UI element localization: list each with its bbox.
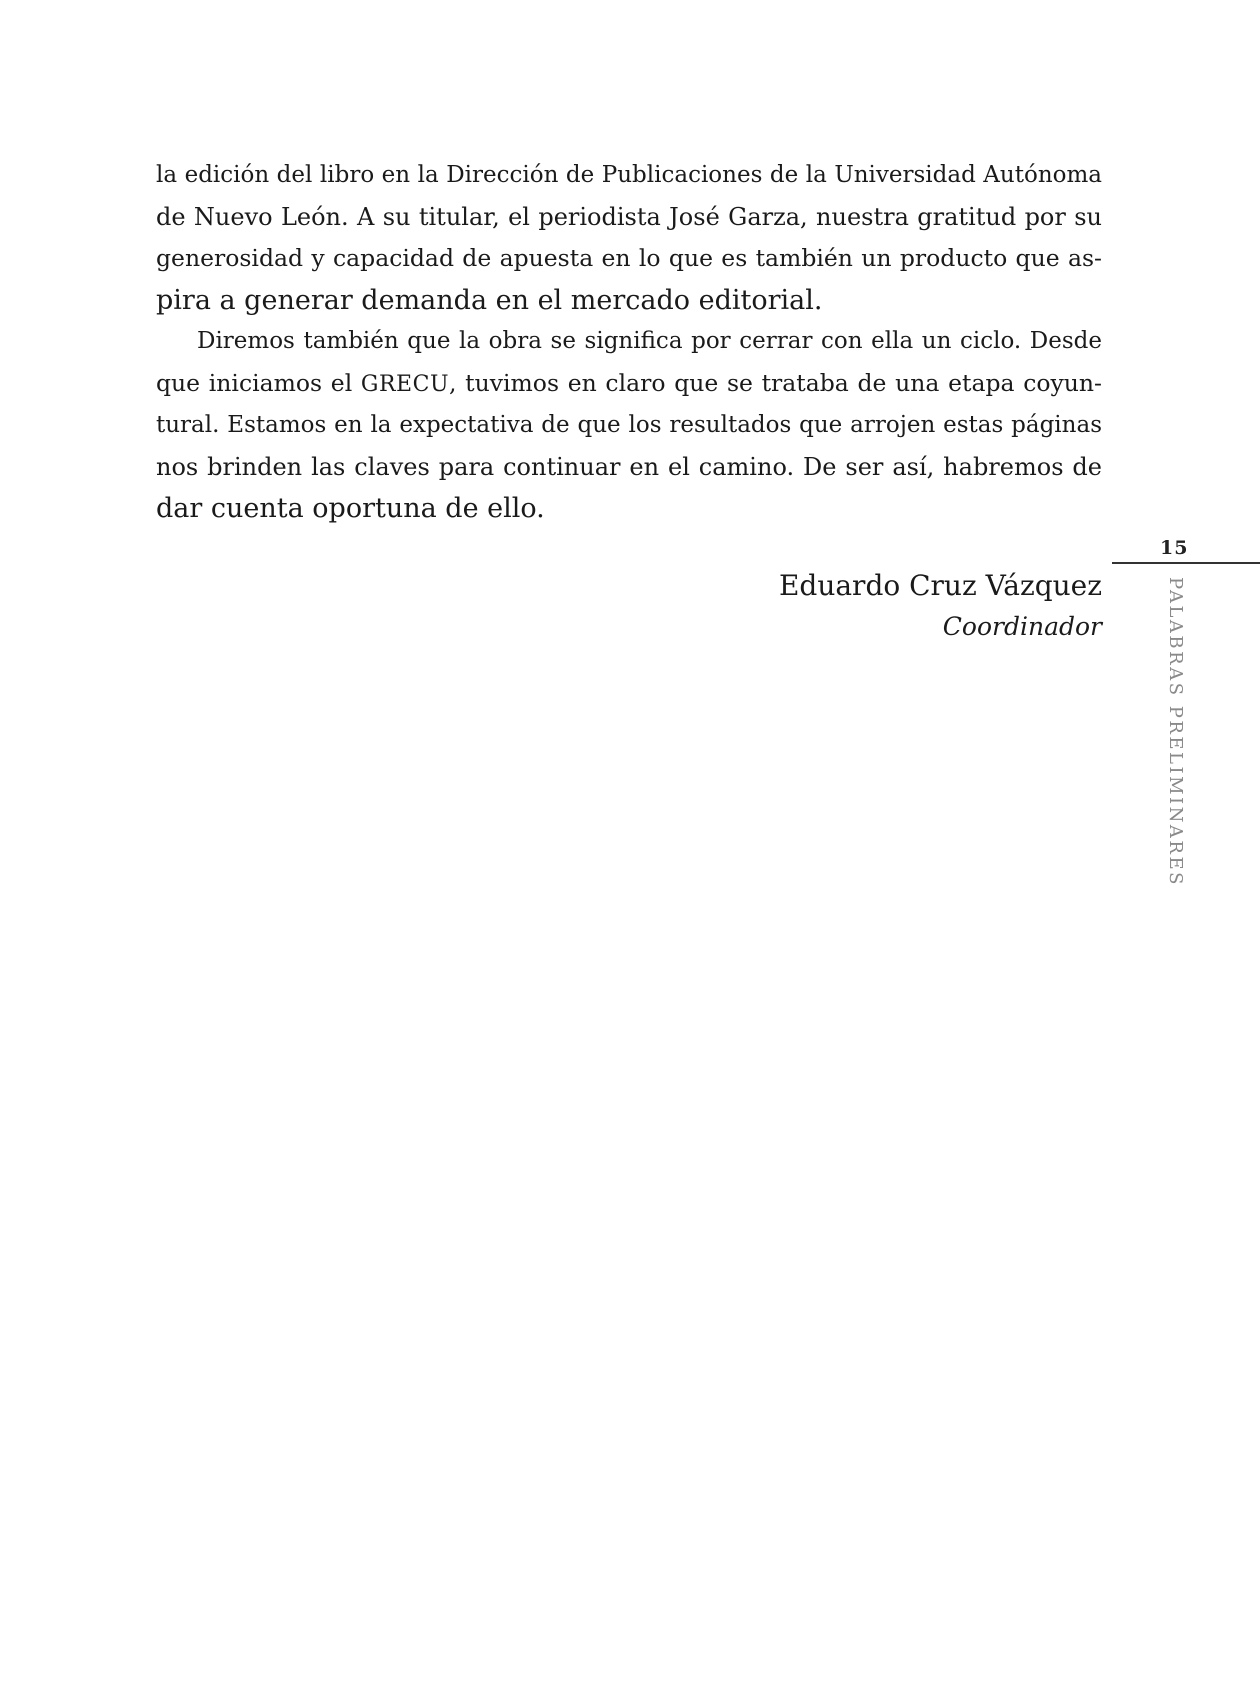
text-segment: que iniciamos el	[156, 368, 361, 397]
text-line: de Nuevo León. A su titular, el periodista José Garza, nuestra gratitud por su	[156, 202, 1102, 231]
text-line: la edición del libro en la Dirección de Publicaciones de la Universidad Autónoma	[156, 162, 1102, 188]
text-line: dar cuenta oportuna de ello.	[156, 493, 545, 524]
text-line	[156, 363, 1102, 406]
text-line: generosidad y capacidad de apuesta en lo que es también un producto que as-	[156, 244, 1102, 272]
signature-block	[779, 565, 1102, 647]
text-line: nos brinden las claves para continuar en el camino. De ser así, habremos de	[156, 452, 1102, 481]
running-head: PALABRAS PRELIMINARES	[1165, 577, 1186, 887]
body-text	[156, 155, 1102, 530]
margin-rule	[1112, 562, 1260, 564]
author-role: Coordinador	[942, 612, 1102, 641]
author-name: Eduardo Cruz Vázquez	[778, 569, 1102, 602]
text-line: Diremos también que la obra se significa por cerrar con ella un ciclo. Desde	[197, 328, 1102, 354]
page-number: 15	[1160, 537, 1189, 559]
text-line: pira a generar demanda en el mercado editorial.	[156, 284, 823, 316]
acronym-grecu: GRECU	[360, 371, 449, 397]
paragraph-2	[156, 321, 1102, 530]
paragraph-1	[156, 155, 1102, 321]
text-line: tural. Estamos en la expectativa de que los resultados que arrojen estas páginas	[156, 412, 1102, 438]
text-segment: , tuvimos en claro que se trataba de una etapa coyun-	[449, 368, 1102, 397]
